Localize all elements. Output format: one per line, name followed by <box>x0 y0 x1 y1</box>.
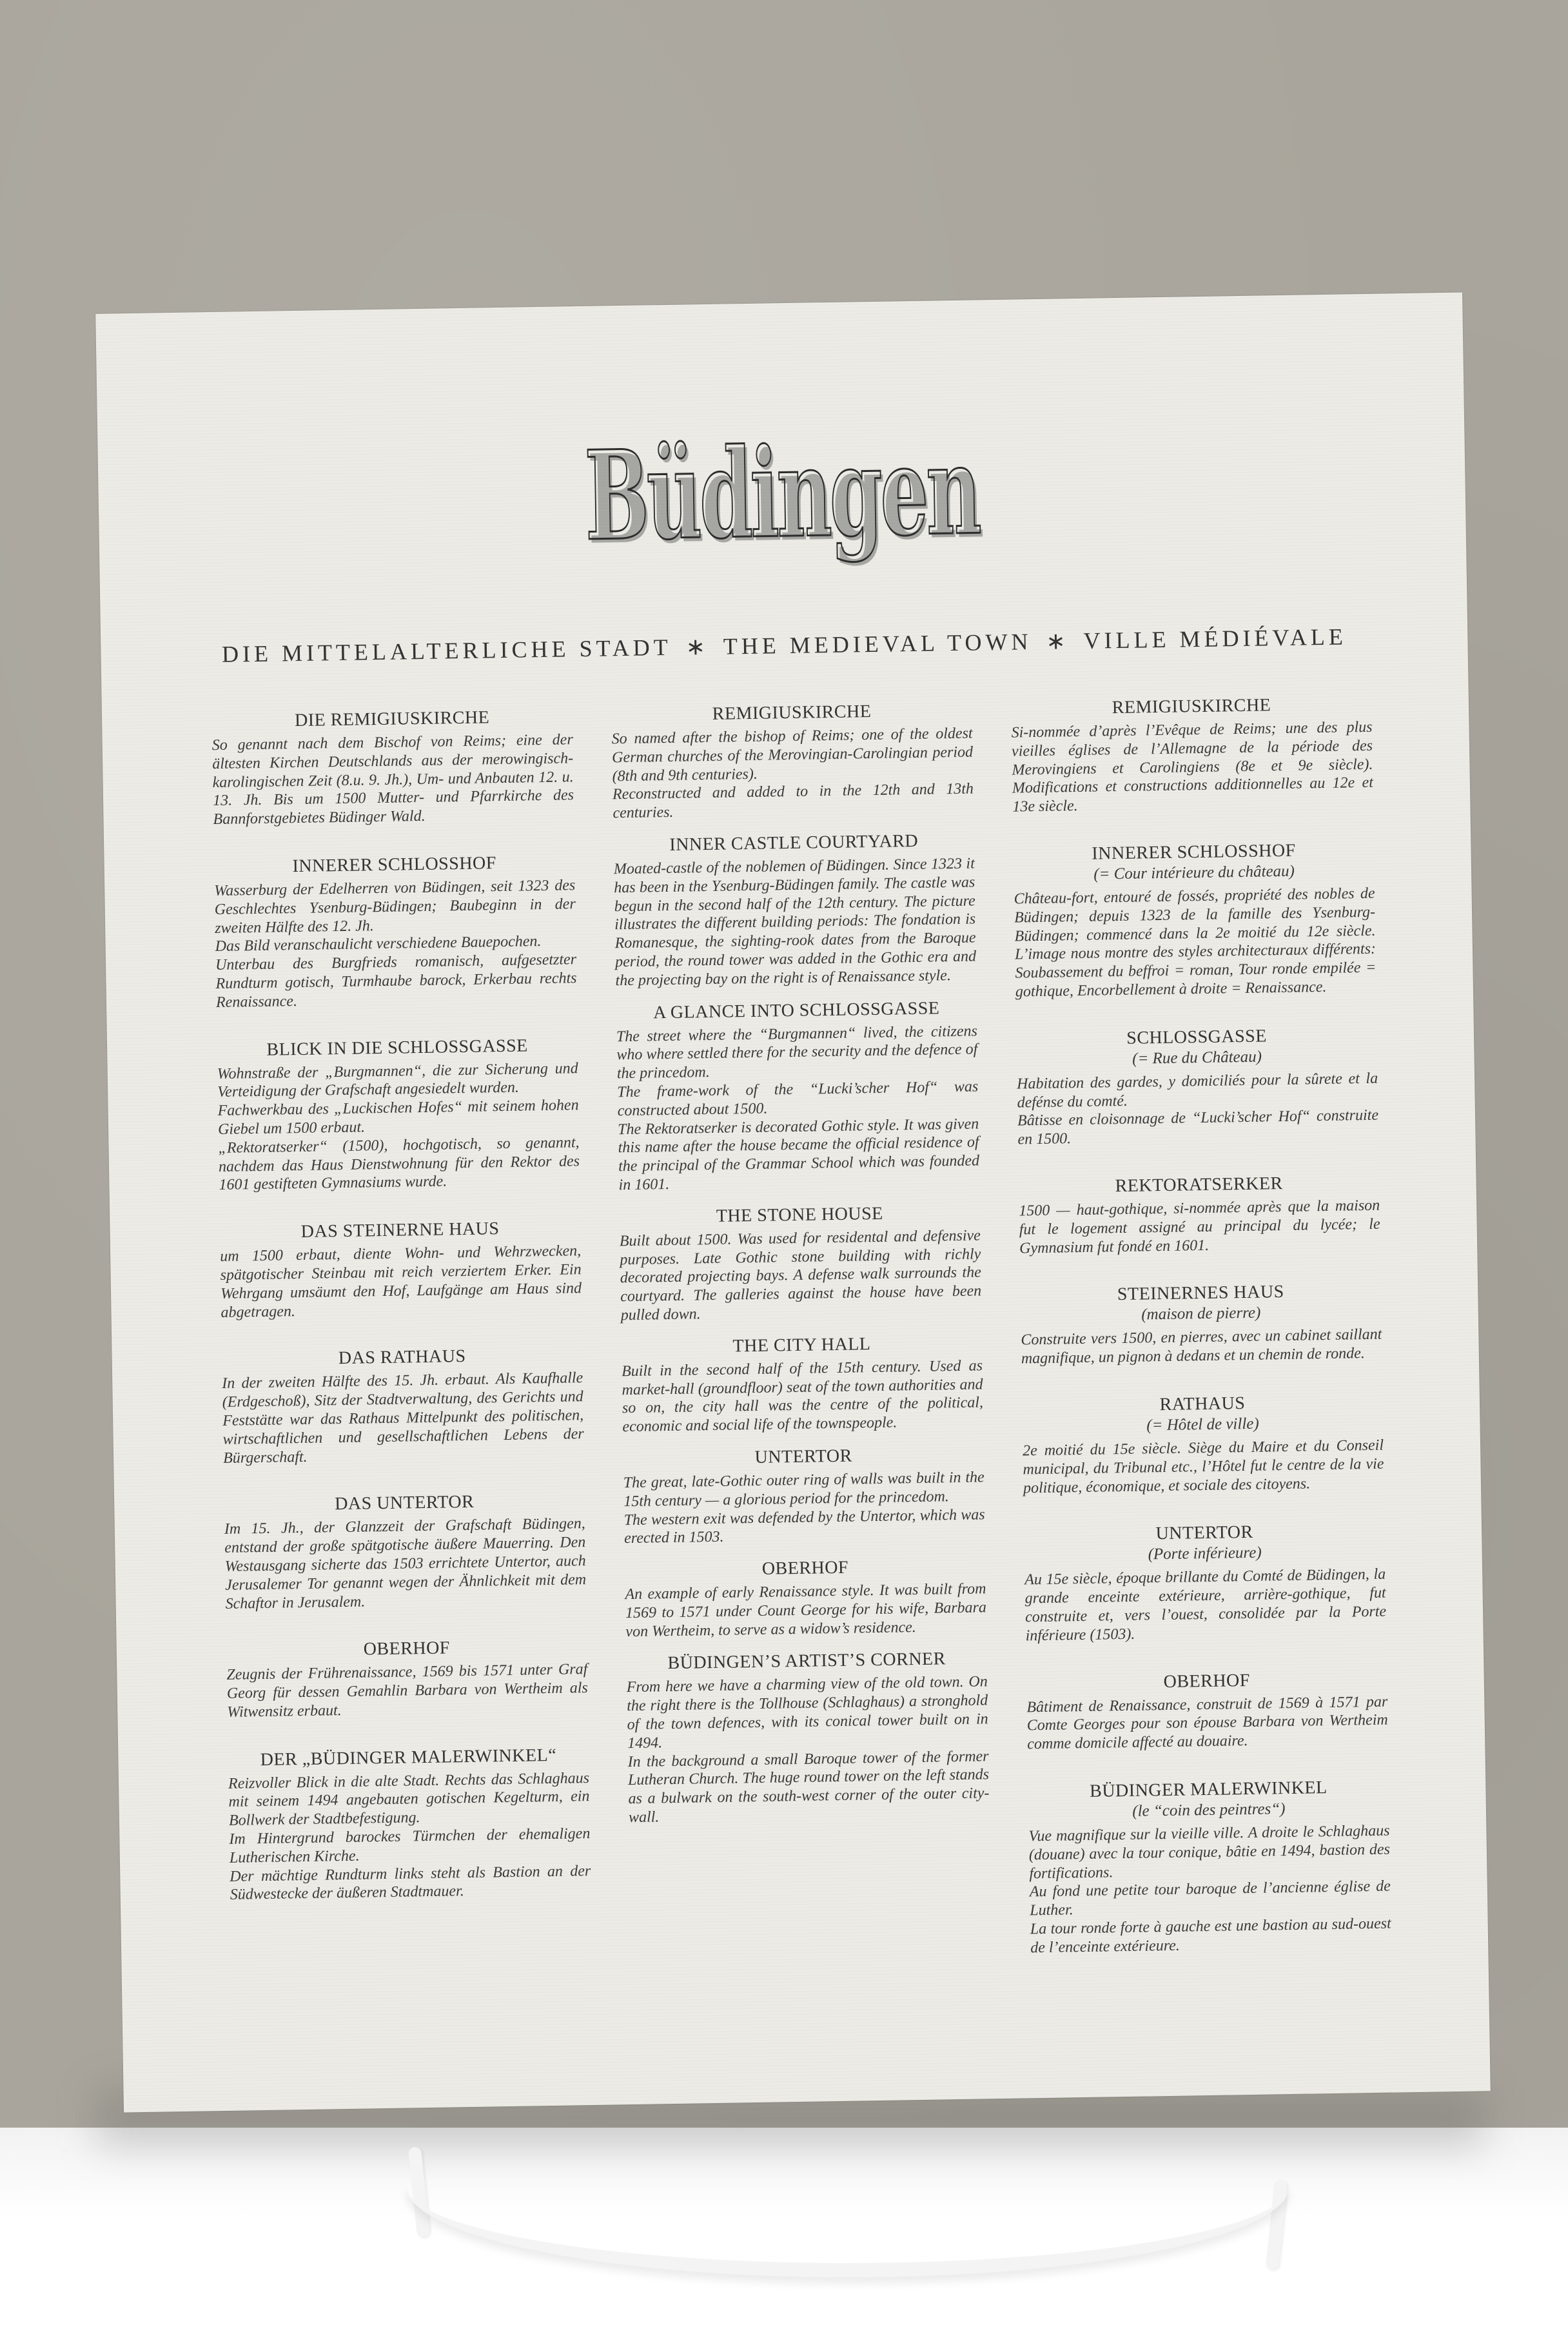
section <box>1020 1280 1382 1368</box>
subtitle-de: DIE MITTELALTERLICHE STADT <box>221 634 672 667</box>
section-heading: STEINERNES HAUS <box>1117 1282 1284 1305</box>
section <box>219 1217 582 1322</box>
section-text: Si-nommée d’après l’Evêque de Reims; une des plus vieilles églises de l’Allemagne de la période des Merovingiens et Carolingiens (8e et 9e siècle). Modifications et constructions additionnelles au 12e et 13e siècle. <box>1011 718 1374 816</box>
section-subheading: (= Cour intérieure du château) <box>1093 862 1295 883</box>
subtitle-en: THE MEDIEVAL TOWN <box>723 629 1032 660</box>
column-english <box>611 700 992 1992</box>
section-text: Bâtiment de Renaissance, construit de 1569 à 1571 par Comte Georges pour son épouse Barbara von Wertheim comme domicile affecté au douaire. <box>1026 1693 1388 1753</box>
section-heading: INNERER SCHLOSSHOF <box>292 853 497 877</box>
section-heading: UNTERTOR <box>754 1446 852 1467</box>
section-text: um 1500 erbaut, diente Wohn- und Wehrzwecken, spätgotischer Steinbau mit reich verziertem Erker. Ein Wehrgang umsäumt den Hof, Laufgänge am Haus sind abgetragen. <box>220 1242 582 1321</box>
section <box>217 1035 580 1195</box>
section-heading: UNTERTOR <box>1155 1522 1253 1544</box>
section <box>221 1344 584 1467</box>
section-text: Construite vers 1500, en pierres, avec un cabinet saillant magnifique, un pignon à dedans et un chemin de ronde. <box>1021 1326 1382 1367</box>
section-heading: DIE REMIGIUSKIRCHE <box>294 707 490 731</box>
section-text: The street where the “Burgmannen“ lived, the citizens who where settled there for the security and the defence of the princedom. The frame-work of the “Lucki’scher Hof“ was constructed about 1500. The Rektoratserker is decorated Gothic style. It was given this name after the house became the official residence of the principal of the Grammar School which was founded in 1601. <box>616 1023 980 1194</box>
section-heading: OBERHOF <box>363 1638 451 1660</box>
section <box>1016 1024 1379 1150</box>
section-text: In der zweiten Hälfte des 15. Jh. erbaut. Als Kaufhalle (Erdgeschoß), Sitz der Stadtverwaltung, des Gerichts und Feststätte war das Rathaus Mittelpunkt des politischen, wirtschaftlichen und gesellschaftlichen Lebens der Bürgerschaft. <box>222 1369 584 1467</box>
section-text: Wasserburg der Edelherren von Büdingen, seit 1323 des Geschlechtes Ysenburg-Büdingen; Baubeginn in der zweiten Hälfte des 12. Jh. Das Bild veranschaulicht verschiedene Bauepochen. Unterbau des Burgfrieds romanisch, aufgesetzter Rundturm gotisch, Turmhaube barock, Erkerbau rechts Renaissance. <box>214 877 577 1011</box>
section-heading: REMIGIUSKIRCHE <box>712 701 872 724</box>
section-text: Built in the second half of the 15th century. Used as market-hall (groundfloor) seat of the town authorities and so on, the city hall was the centre of the political, economic and social life of the townspeople. <box>621 1357 984 1436</box>
section-subheading: (maison de pierre) <box>1141 1304 1261 1324</box>
section-heading: REKTORATSERKER <box>1115 1173 1283 1197</box>
section <box>621 1332 983 1436</box>
section <box>619 1202 982 1325</box>
page-subtitle <box>101 621 1467 669</box>
star-separator-icon: ∗ <box>685 633 710 660</box>
section-text: From here we have a charming view of the old town. On the right there is the Tollhouse (Schlaghaus) a stronghold of the town defences, with its conical tower built on in 1494. In the background a small Baroque tower of the former Lutheran Church. The huge round tower on the left stands as a bulwark on the south-west corner of the outer city-wall. <box>626 1673 990 1827</box>
section-text: Im 15. Jh., der Glanzzeit der Grafschaft Büdingen, entstand der große spätgotische äußere Mauerring. Den Westausgang sicherte das 1503 errichtete Untertor, auch Jerusalemer Tor genannt wegen der Ähnlichkeit mit dem Schaftor in Jerusalem. <box>224 1515 587 1612</box>
section <box>623 1444 985 1548</box>
section-heading: DAS STEINERNE HAUS <box>300 1219 500 1242</box>
section-text: Vue magnifique sur la vieille ville. A droite le Schlaghaus (douane) avec la tour conique, bâtie en 1494, bastion des fortifications. Au fond une petite tour baroque de l’ancienne église de Luther. La tour ronde forte à gauche est une bastion au sud-ouest de l’enceinte extérieure. <box>1028 1822 1391 1957</box>
section <box>625 1555 987 1641</box>
section-heading: THE STONE HOUSE <box>716 1203 884 1226</box>
section <box>211 706 574 829</box>
section-text: Zeugnis der Frührenaissance, 1569 bis 1571 unter Graf Georg für dessen Gemahlin Barbara von Wertheim als Witwensitz erbaut. <box>226 1661 588 1721</box>
section-heading: DAS RATHAUS <box>338 1346 466 1369</box>
section-text: The great, late-Gothic outer ring of walls was built in the 15th century — a glorious period for the princedom. The western exit was defended by the Untertor, which was erected in 1503. <box>623 1469 985 1547</box>
section-heading: REMIGIUSKIRCHE <box>1112 695 1271 718</box>
section <box>213 852 577 1012</box>
section-text: 2e moitié du 15e siècle. Siège du Maire et du Conseil municipal, du Tribunal etc., l’Hôtel fut le centre de la vie politique, économique, et sociale des citoyens. <box>1022 1436 1384 1496</box>
section-text: An example of early Renaissance style. It was built from 1569 to 1571 under Count George for his wife, Barbara von Wertheim, to serve as a widow’s residence. <box>625 1580 987 1640</box>
section <box>1013 839 1377 1002</box>
subtitle-fr: VILLE MÉDIÉVALE <box>1083 623 1348 654</box>
section-text: Habitation des gardes, y domiciliés pour la sûrete et la defénse du comté. Bâtisse en cloisonnage de “Lucki’scher Hof“ construite en 1500. <box>1016 1070 1379 1148</box>
section-text: Moated-castle of the noblemen of Büdingen. Since 1323 it has been in the Ysenburg-Büdingen family. The castle was begun in the second half of the 12th century. The picture illustrates the different building periods: The fondation is Romanesque, the sighting-rook dates from the Baroque period, the round tower was added in the Gothic era and the projecting bay on the right is of Renaissance style. <box>613 855 977 990</box>
section-subheading: (le “coin des peintres“) <box>1132 1800 1286 1820</box>
section-heading: DER „BÜDINGER MALERWINKEL“ <box>260 1745 557 1770</box>
section-heading: THE CITY HALL <box>732 1333 871 1357</box>
section-text: Wohnstraße der „Burgmannen“, die zur Sicherung und Verteidigung der Grafschaft angesiedelt wurden. Fachwerkbau des „Luckischen Hofes“ mit seinem hohen Giebel um 1500 erbaut. „Rektoratserker“ (1500), hochgotisch, so genannt, nachdem das Haus Dienstwohnung für den Rektor des 1601 gestifteten Gymnasiums wurde. <box>217 1059 580 1194</box>
section-heading: A GLANCE INTO SCHLOSSGASSE <box>652 997 940 1023</box>
section <box>1011 694 1374 817</box>
section <box>1018 1172 1380 1258</box>
section-text: Château-fort, entouré de fossés, propriété des nobles de Büdingen; depuis 1323 de la famille des Ysenburg-Büdingen; commencé dans la 2e moitié du 12e siècle. L’image nous montre des styles architecturaux différents: Soubassement du beffroi = roman, Tour ronde empilée = gothique, Encorbellement à droite = Renaissance. <box>1014 885 1377 1001</box>
section-heading: BÜDINGEN’S ARTIST’S CORNER <box>667 1649 946 1674</box>
section <box>626 1649 990 1827</box>
star-separator-icon: ∗ <box>1046 628 1070 654</box>
section <box>611 700 974 823</box>
section-heading: DAS UNTERTOR <box>334 1492 475 1514</box>
page-title: Büdingen <box>583 418 981 568</box>
section <box>613 830 977 990</box>
section-heading: RATHAUS <box>1159 1393 1246 1415</box>
section-subheading: (= Rue du Château) <box>1132 1048 1262 1068</box>
section-text: Built about 1500. Was used for residental and defensive purposes. Late Gothic stone building with richly decorated projecting bays. A defense walk surrounds the courtyard. The galleries against the house have been pulled down. <box>619 1227 982 1324</box>
section <box>616 997 980 1195</box>
section <box>1026 1668 1389 1754</box>
section-heading: SCHLOSSGASSE <box>1126 1026 1268 1048</box>
section-heading: BLICK IN DIE SCHLOSSGASSE <box>266 1035 529 1060</box>
section-text: So named after the bishop of Reims; one of the oldest German churches of the Merovingian-Carolingian period (8th and 9th centuries). Reconstructed and added to in the 12th and 13th centuries. <box>611 725 974 822</box>
section <box>1024 1520 1387 1645</box>
section <box>224 1490 587 1613</box>
section <box>1028 1777 1391 1957</box>
column-french <box>1011 694 1392 1986</box>
section-text: 1500 — haut-gothique, si-nommée après que la maison fut le logement assigné au principal du lycée; le Gymnasium fut fondé en 1601. <box>1019 1197 1380 1257</box>
column-german <box>211 706 593 1998</box>
section-text: Reizvoller Blick in die alte Stadt. Rechts das Schlaghaus mit seinem 1494 angebauten gotischen Kegelturm, ein Bollwerk der Stadtbefestigung. Im Hintergrund barockes Türmchen der ehemaligen Lutherischen Kirche. Der mächtige Rundturm links steht als Bastion an der Südwestecke der äußeren Stadtmauer. <box>228 1769 591 1904</box>
text-columns <box>211 694 1392 1999</box>
section-heading: BÜDINGER MALERWINKEL <box>1089 1778 1328 1801</box>
section-text: So genannt nach dem Bischof von Reims; eine der ältesten Kirchen Deutschlands aus der merowingisch-karolingischen Zeit (8.u. 9. Jh.), Um- und Anbauten 12. u. 13. Jh. Bis um 1500 Mutter- und Pfarrkirche des Bannforstgebietes Büdinger Wald. <box>211 731 574 828</box>
document-page <box>95 293 1491 2113</box>
section <box>228 1745 591 1905</box>
section-heading: INNER CASTLE COURTYARD <box>669 830 919 855</box>
section-heading: OBERHOF <box>761 1557 849 1579</box>
section <box>1022 1391 1384 1498</box>
section-heading: INNERER SCHLOSSHOF <box>1092 840 1296 864</box>
section-heading: OBERHOF <box>1163 1670 1251 1692</box>
section-text: Au 15e siècle, époque brillante du Comté de Büdingen, la grande enceinte extérieure, arrière-gothique, fut construite et, vers l’ouest, consolidée par la Porte inférieure (1503). <box>1024 1565 1387 1645</box>
section-subheading: (= Hôtel de ville) <box>1146 1415 1259 1435</box>
section-subheading: (Porte inférieure) <box>1148 1544 1262 1563</box>
section <box>226 1636 589 1721</box>
